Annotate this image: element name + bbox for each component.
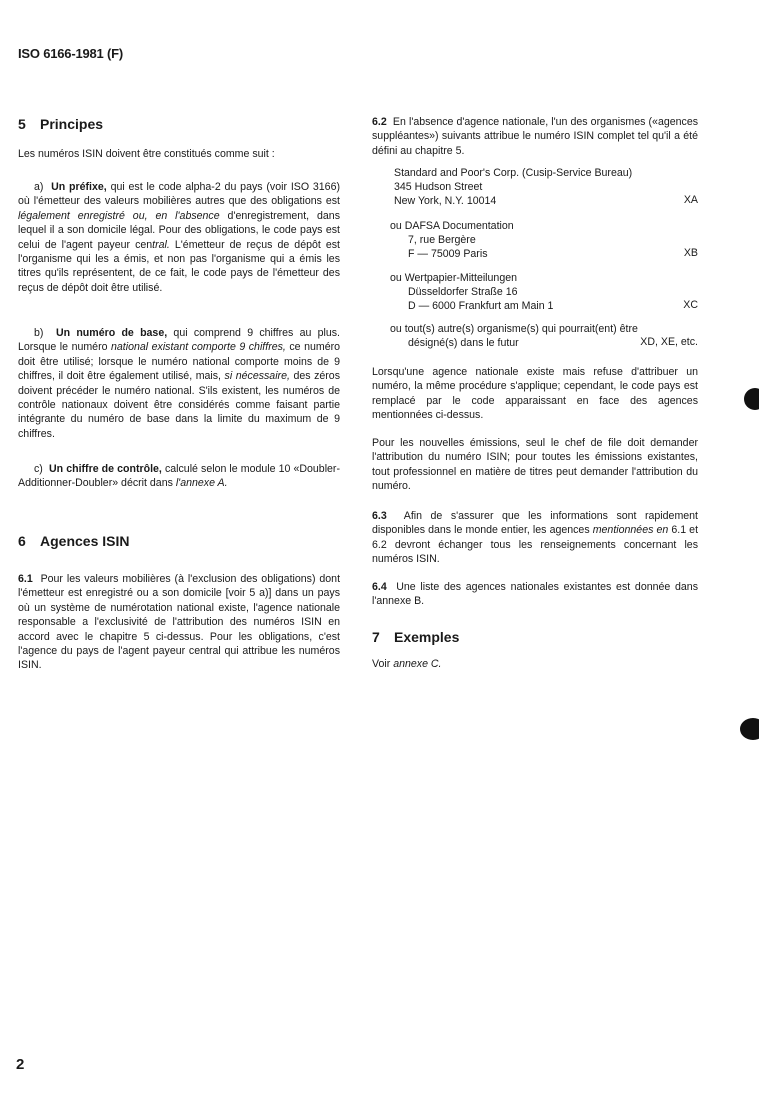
document-header: ISO 6166-1981 (F) (18, 46, 123, 61)
paragraph-6-2-refusal: Lorsqu'une agence nationale existe mais refuse d'attribuer un numéro, la même procédure s'applique; cependant, le code pays est remplacé par le code apparaissant en face des agences mentionnées ci-dessus. (372, 366, 698, 422)
punch-hole-mark (740, 718, 759, 740)
agency-xc: ou Wertpapier-Mitteilungen Düsseldorfer Straße 16 D — 6000 Frankfurt am Main 1 XC (390, 272, 698, 312)
agency-xa: Standard and Poor's Corp. (Cusip-Service Bureau) 345 Hudson Street New York, N.Y. 10014 XA (394, 167, 698, 207)
agency-other: ou tout(s) autre(s) organisme(s) qui pourrait(ent) être désigné(s) dans le futur XD, XE, etc. (390, 323, 698, 349)
item-c-paragraph: c) Un chiffre de contrôle, calculé selon le module 10 «Doubler-Additionner-Doubler» décrit dans l'annexe A. (18, 463, 340, 490)
paragraph-6-2-new-issues: Pour les nouvelles émissions, seul le chef de file doit demander l'attribution du numéro ISIN; pour toutes les émissions existantes, tout professionnel en matière de titres peut demander l'attribution du numéro. (372, 437, 698, 493)
item-a-paragraph: a) Un préfixe, qui est le code alpha-2 du pays (voir ISO 3166) où l'émetteur des valeurs mobilières autres que des obligations est légalement enregistré ou, en l'absence d'enregistrement, dans lequel il a son domicile légal. Pour des obligations, le code pays est celui de l'agent payeur central. L'émetteur de reçus de dépôt est l'organisme qui les a émis, et non pas l'organisme qui a émis les titres qu'ils représentent, de ce fait, le code pays de l'émetteur des reçus de dépôt doit être utilisé. (18, 181, 340, 294)
agency-code: XC (683, 299, 698, 311)
section-5-intro: Les numéros ISIN doivent être constitués comme suit : (18, 148, 275, 160)
item-b-paragraph: b) Un numéro de base, qui comprend 9 chiffres au plus. Lorsque le numéro national existant comporte 9 chiffres, ce numéro doit être utilisé; lorsque le numéro national comporte moins de 9 chiffres, il doit être également utilisé, mais, si nécessaire, des zéros doivent précéder le numéro national. S'ils existent, les numéros de contrôle nationaux doivent être considérés comme faisant partie intégrante du numéro de base dans la limite du maximum de 9 chiffres. (18, 327, 341, 440)
section-5-heading: 5 Principes (18, 116, 104, 132)
agency-code: XA (683, 194, 698, 206)
section-7-text: Voir annexe C. (372, 658, 442, 670)
paragraph-6-2: 6.2 En l'absence d'agence nationale, l'un des organismes («agences suppléantes») suivants attribue le numéro ISIN complet tel qu'il a été défini au chapitre 5. (372, 116, 699, 157)
agency-code: XD, XE, etc. (640, 336, 698, 348)
paragraph-6-1: 6.1 Pour les valeurs mobilières (à l'exclusion des obligations) dont l'émetteur est enregistré ou a son domicile [voir 5 a)] dans un pays où un système de numérotation national existe, l'agence nationale responsable a l'exclusivité de l'attribution des numéros ISIN en accord avec le chapitre 5 ci-dessus. Pour les obligations, c'est l'agence du pays de l'agent payeur central qui attribue les numéros ISIN. (18, 573, 341, 672)
agency-code: XB (683, 247, 698, 259)
section-7-heading: 7 Exemples (372, 629, 460, 645)
page-number: 2 (16, 1056, 25, 1073)
section-6-heading: 6 Agences ISIN (18, 533, 130, 549)
paragraph-6-3: 6.3 Afin de s'assurer que les informations sont rapidement disponibles dans le monde entier, les agences mentionnées en 6.1 et 6.2 devront échanger tous les renseignements concernant les numéros ISIN. (372, 510, 699, 566)
agency-xb: ou DAFSA Documentation 7, rue Bergère F — 75009 Paris XB (390, 220, 698, 260)
paragraph-6-4: 6.4 Une liste des agences nationales existantes est donnée dans l'annexe B. (372, 581, 698, 608)
punch-hole-mark (744, 388, 759, 410)
